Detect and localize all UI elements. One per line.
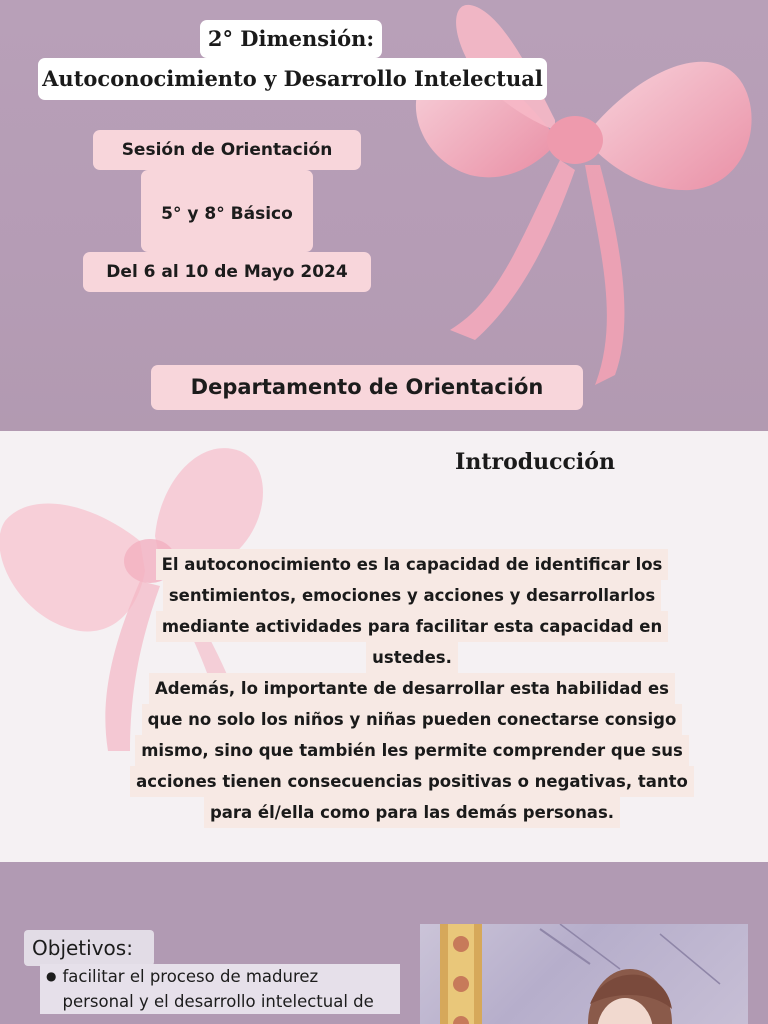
title-line-2: Autoconocimiento y Desarrollo Intelectual (38, 58, 547, 100)
paragraph-line: sentimientos, emociones y acciones y desarrollarlos (163, 580, 661, 611)
paragraph-line: para él/ella como para las demás personas. (204, 797, 620, 828)
objectives-section (0, 862, 768, 1024)
objectives-title: Objetivos: (24, 930, 154, 966)
grades-text: 5° y 8° Básico (161, 204, 293, 224)
introduction-paragraph (104, 549, 720, 828)
list-item (46, 964, 394, 989)
objectives-list (40, 964, 400, 1014)
bullet-icon: ● (46, 969, 57, 983)
paragraph-line: ustedes. (366, 642, 458, 673)
grades-badge (141, 170, 313, 252)
mirror-drawing-icon (420, 924, 748, 1024)
cover-header-section (0, 0, 768, 431)
paragraph-line: Además, lo importante de desarrollar esta habilidad es (149, 673, 675, 704)
session-label: Sesión de Orientación (93, 130, 361, 170)
girl-mirror-illustration (420, 924, 748, 1024)
paragraph-line: que no solo los niños y niñas pueden conectarse consigo (142, 704, 683, 735)
paragraph-line: El autoconocimiento es la capacidad de identificar los (156, 549, 669, 580)
paragraph-line: mediante actividades para facilitar esta capacidad en (156, 611, 668, 642)
objective-text: facilitar el proceso de madurez (62, 967, 319, 986)
session-info-block (93, 130, 361, 290)
dates-label: Del 6 al 10 de Mayo 2024 (83, 252, 371, 292)
list-item (46, 989, 394, 1014)
introduction-section (0, 431, 768, 862)
objective-text: personal y el desarrollo intelectual de (62, 992, 374, 1011)
paragraph-line: acciones tienen consecuencias positivas o negativas, tanto (130, 766, 694, 797)
department-label: Departamento de Orientación (151, 365, 583, 410)
title-line-1: 2° Dimensión: (200, 20, 382, 58)
introduction-title: Introducción (455, 449, 615, 475)
paragraph-line: mismo, sino que también les permite comprender que sus (135, 735, 689, 766)
